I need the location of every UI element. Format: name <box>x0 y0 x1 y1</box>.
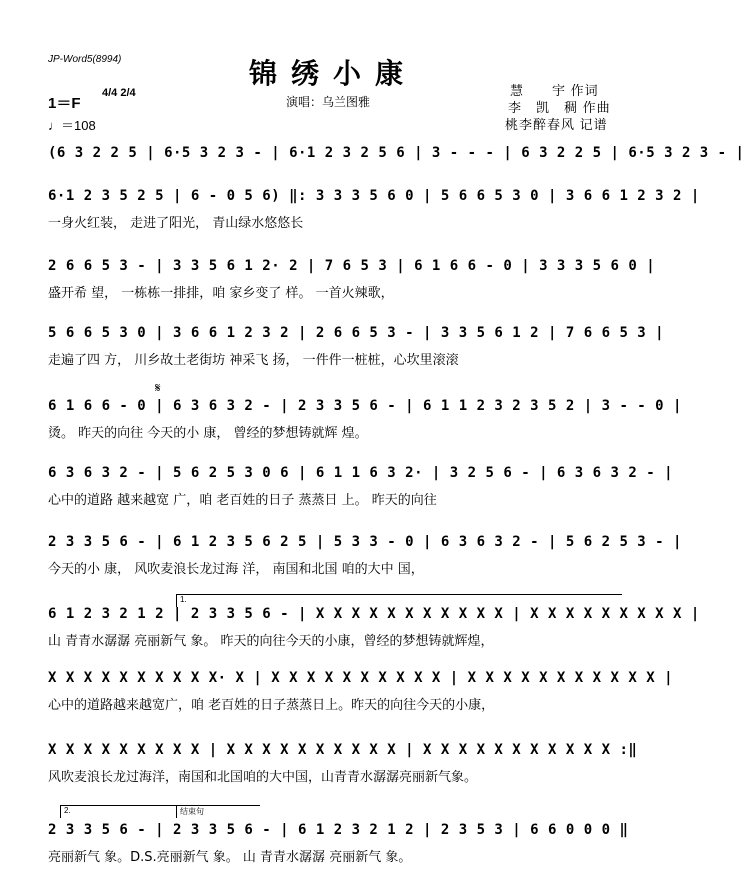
lyrics-line: 一身火红装， 走进了阳光， 青山绿水悠悠长 <box>48 216 304 231</box>
coda-bracket: 结束句 <box>176 805 260 818</box>
lyrics-line: 亮丽新气 象。D.S.亮丽新气 象。 山 青青水潺潺 亮丽新气 象。 <box>48 850 412 865</box>
lyrics-line: 走遍了四 方， 川乡故土老街坊 神采飞 扬， 一件件一桩桩，心坎里滚滚 <box>48 353 459 368</box>
lyrics-line: 风吹麦浪长龙过海洋，南国和北国咱的大中国，山青青水潺潺亮丽新气象。 <box>48 770 478 785</box>
lyrics-line: 心中的道路 越来越宽 广，咱 老百姓的日子 蒸蒸日 上。 昨天的向往 <box>48 493 437 508</box>
notation-line: X X X X X X X X X | X X X X X X X X X X | X X X X X X X X X X X :‖ <box>48 742 638 758</box>
volta-2-bracket: 2. <box>60 805 176 818</box>
notation-line: 2 6 6 5 3 - | 3 3 5 6 1 2· 2 | 7 6 5 3 | 6 1 6 6 - 0 | 3 3 3 5 6 0 | <box>48 258 656 274</box>
notation-line: 6·1 2 3 5 2 5 | 6 - 0 5 6) ‖: 3 3 3 5 6 0 | 5 6 6 5 3 0 | 3 6 6 1 2 3 2 | <box>48 188 700 204</box>
notation-line: X X X X X X X X X X· X | X X X X X X X X X X | X X X X X X X X X X X | <box>48 670 674 686</box>
source-label: JP-Word5(8994) <box>48 54 122 65</box>
lyrics-line: 今天的小 康， 风吹麦浪长龙过海 洋， 南国和北国 咱的大中 国， <box>48 562 424 577</box>
song-title: 锦绣小康 <box>248 57 417 90</box>
notation-line: 5 6 6 5 3 0 | 3 6 6 1 2 3 2 | 2 6 6 5 3 - | 3 3 5 6 1 2 | 7 6 6 5 3 | <box>48 325 665 341</box>
notation-line: 6 3 6 3 2 - | 5 6 2 5 3 0 6 | 6 1 1 6 3 2· | 3 2 5 6 - | 6 3 6 3 2 - | <box>48 465 674 481</box>
notation-line: 2 3 3 5 6 - | 6 1 2 3 5 6 2 5 | 5 3 3 - 0 | 6 3 6 3 2 - | 5 6 2 5 3 - | <box>48 534 682 550</box>
lyricist-credit: 慧 宇 作词 <box>510 83 599 98</box>
segno-sign: 𝄋 <box>155 380 161 395</box>
lyrics-line: 盛开希 望， 一栋栋一排排，咱 家乡变了 样。 一首火辣歌， <box>48 286 394 301</box>
time-signature: 4/4 2/4 <box>102 87 136 99</box>
notation-line: 2 3 3 5 6 - | 2 3 3 5 6 - | 6 1 2 3 2 1 2 | 2 3 5 3 | 6 6 0 0 0 ‖ <box>48 822 629 838</box>
notation-line: (6 3 2 2 5 | 6·5 3 2 3 - | 6·1 2 3 2 5 6 | 3 - - - | 6 3 2 2 5 | 6·5 3 2 3 - | <box>48 145 744 161</box>
tempo-mark: ♩＝108 <box>48 118 96 133</box>
transcriber-credit: 桃李醉春风 记谱 <box>505 117 608 132</box>
composer-credit: 李 凯 稠 作曲 <box>508 100 611 115</box>
notation-line: 6 1 2 3 2 1 2 | 2 3 3 5 6 - | X X X X X X X X X X X | X X X X X X X X X | <box>48 606 700 622</box>
singer-credit: 演唱：乌兰图雅 <box>286 95 371 109</box>
notation-line: 6 1 6 6 - 0 | 6 3 6 3 2 - | 2 3 3 5 6 - | 6 1 1 2 3 2 3 5 2 | 3 - - 0 | <box>48 398 682 414</box>
lyrics-line: 心中的道路越来越宽广，咱 老百姓的日子蒸蒸日上。昨天的向往今天的小康， <box>48 698 495 713</box>
volta-1-bracket: 1. <box>176 594 622 607</box>
lyrics-line: 山 青青水潺潺 亮丽新气 象。 昨天的向往今天的小康，曾经的梦想铸就辉煌， <box>48 634 494 649</box>
key-signature: 1＝F <box>48 95 81 112</box>
lyrics-line: 烫。 昨天的向往 今天的小 康， 曾经的梦想铸就辉 煌。 <box>48 426 368 441</box>
